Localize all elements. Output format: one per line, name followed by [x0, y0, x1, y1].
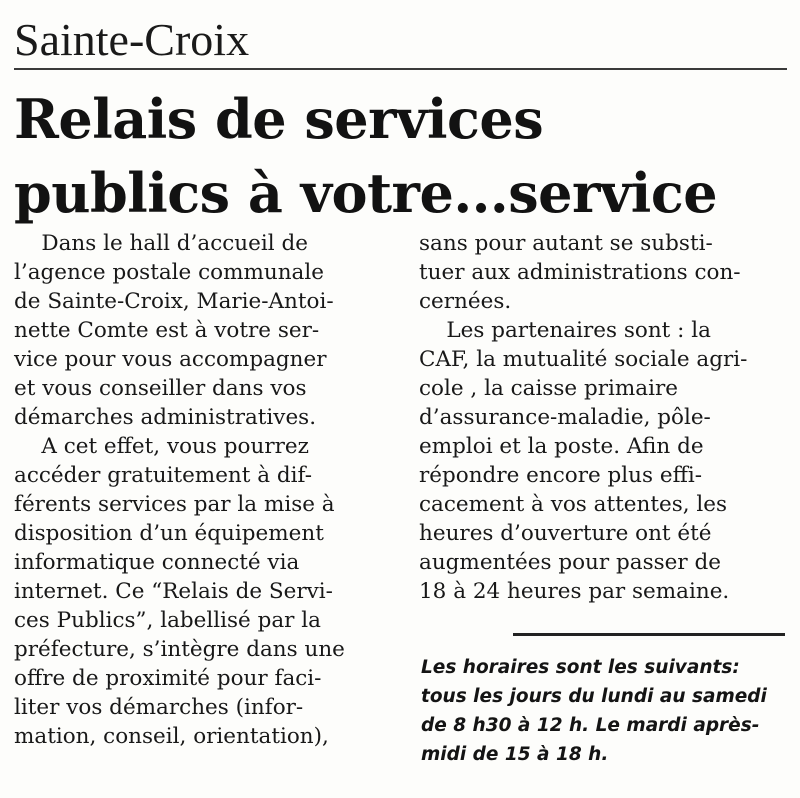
text-line: accéder gratuitement à dif-: [14, 463, 312, 488]
section-divider: [14, 68, 787, 70]
text-line: offre de proximité pour faci-: [14, 666, 322, 691]
text-line: cernées.: [419, 289, 512, 314]
text-line: Les partenaires sont : la: [419, 318, 711, 343]
text-line: augmentées pour passer de: [419, 550, 721, 575]
text-line: d’assurance-maladie, pôle-: [419, 405, 711, 430]
text-line: Dans le hall d’accueil de: [14, 231, 308, 256]
text-line: 18 à 24 heures par semaine.: [419, 579, 730, 604]
text-line: cole , la caisse primaire: [419, 376, 678, 401]
section-title: Sainte-Croix: [14, 14, 250, 65]
text-line: férents services par la mise à: [14, 492, 335, 517]
headline-line-1: Relais de services: [14, 87, 544, 151]
article-headline: [14, 82, 790, 230]
hours-line: midi de 15 à 18 h.: [421, 744, 609, 765]
text-line: CAF, la mutualité sociale agri-: [419, 347, 748, 372]
text-line: mation, conseil, orientation),: [14, 724, 329, 749]
text-line: liter vos démarches (infor-: [14, 695, 304, 720]
text-line: de Sainte-Croix, Marie-Antoi-: [14, 289, 334, 314]
text-line: internet. Ce “Relais de Servi-: [14, 579, 333, 604]
text-line: A cet effet, vous pourrez: [14, 434, 309, 459]
hours-line: tous les jours du lundi au samedi: [421, 686, 767, 707]
opening-hours-box: [421, 653, 791, 769]
article-column-left: [14, 229, 386, 751]
hours-divider: [513, 633, 785, 636]
text-line: informatique connecté via: [14, 550, 300, 575]
text-line: nette Comte est à votre ser-: [14, 318, 320, 343]
text-line: heures d’ouverture ont été: [419, 521, 712, 546]
headline-line-2: publics à votre...service: [14, 161, 718, 225]
text-line: répondre encore plus effi-: [419, 463, 703, 488]
text-line: sans pour autant se substi-: [419, 231, 713, 256]
text-line: vice pour vous accompagner: [14, 347, 327, 372]
text-line: préfecture, s’intègre dans une: [14, 637, 345, 662]
text-line: tuer aux administrations con-: [419, 260, 741, 285]
text-line: ces Publics”, labellisé par la: [14, 608, 321, 633]
text-line: l’agence postale communale: [14, 260, 324, 285]
text-line: démarches administratives.: [14, 405, 317, 430]
text-line: et vous conseiller dans vos: [14, 376, 307, 401]
hours-line: Les horaires sont les suivants:: [421, 657, 740, 678]
article-column-right: [419, 229, 781, 606]
text-line: emploi et la poste. Afin de: [419, 434, 704, 459]
text-line: cacement à vos attentes, les: [419, 492, 728, 517]
hours-line: de 8 h30 à 12 h. Le mardi après-: [421, 715, 760, 736]
text-line: disposition d’un équipement: [14, 521, 324, 546]
